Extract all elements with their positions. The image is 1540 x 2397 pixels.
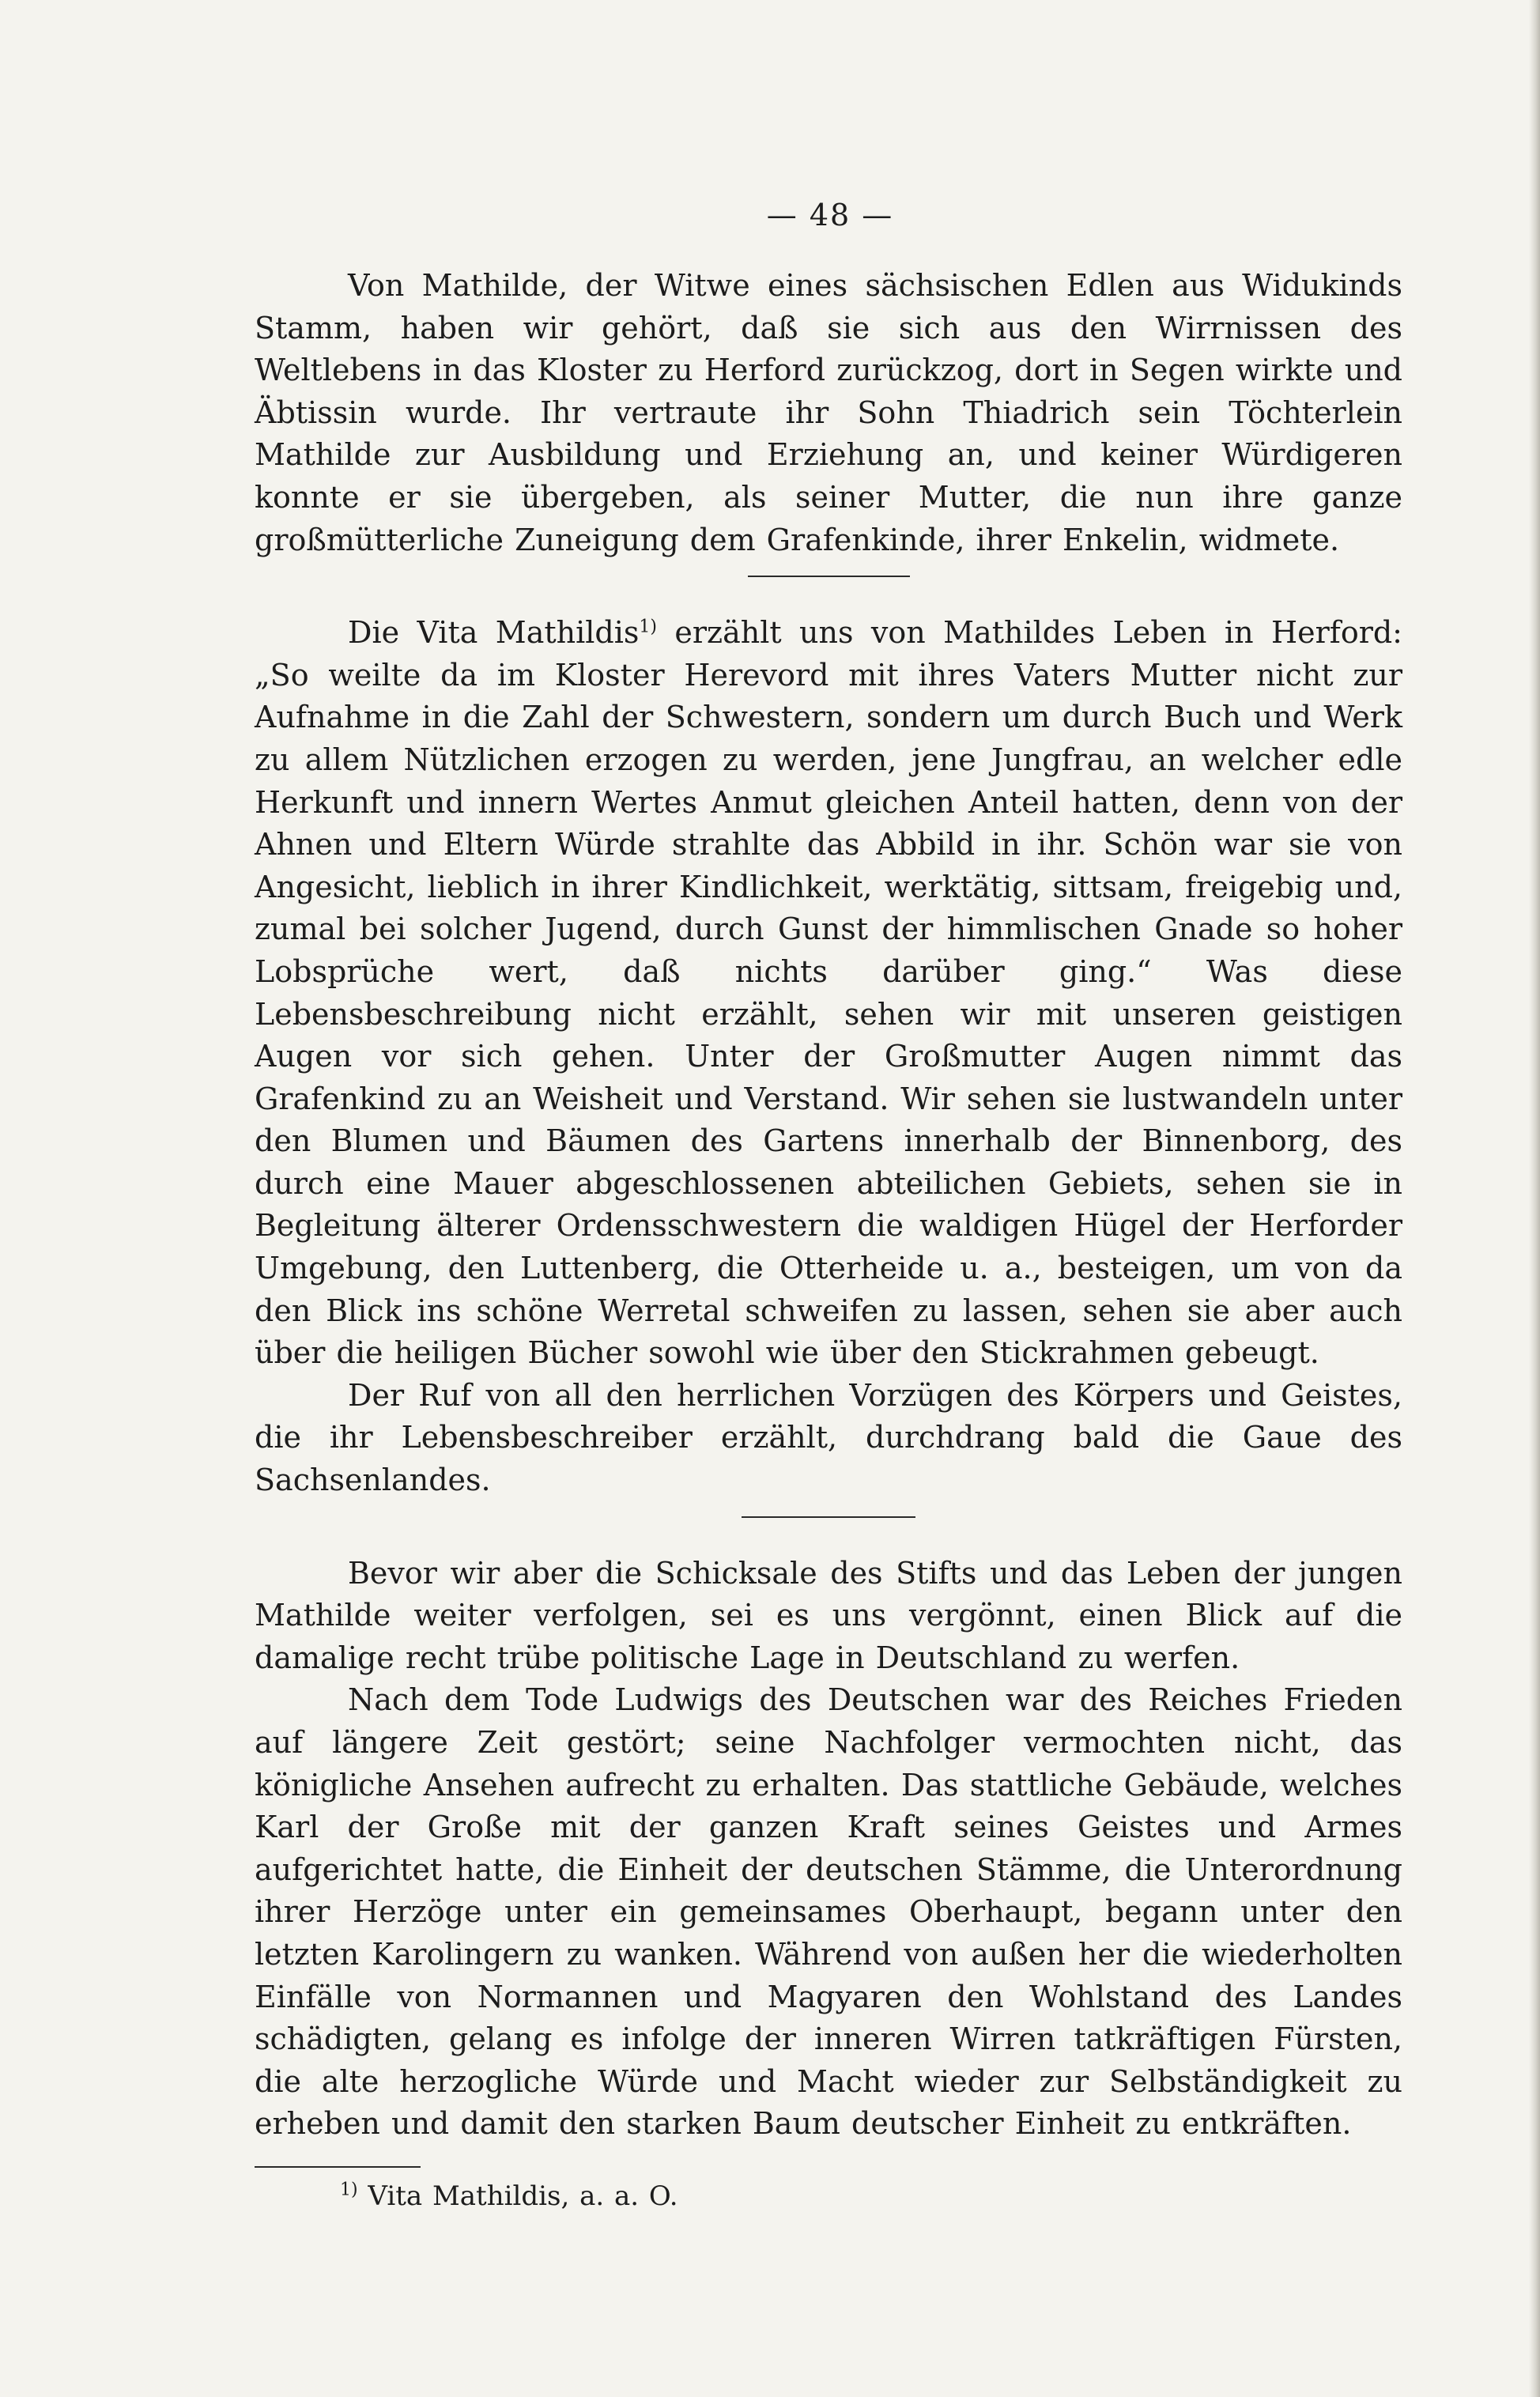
page-number: — 48 — bbox=[766, 198, 894, 232]
paragraph-tode-ludwigs: Nach dem Tode Ludwigs des Deutschen war des Reiches Frieden auf längere Zeit gestört; seine Nachfolger vermochten nicht, das königliche Ansehen aufrecht zu erhalten. Das stattliche Gebäude, welches Karl der Große mit der ganzen Kraft seines Geistes und Armes aufgerichtet hatte, die Einheit der deutschen Stämme, die Unterordnung ihrer Herzöge unter ein gemeinsames Oberhaupt, begann unter den letzten Karolingern zu wanken. Während von außen her die wiederholten Einfälle von Normannen und Magyaren den Wohlstand des Landes schädigten, gelang es infolge der inneren Wirren tatkräftigen Fürsten, die alte herzogliche Würde und Macht wieder zur Selbständigkeit zu erheben und damit den starken Baum deutscher Einheit zu entkräften. bbox=[255, 1682, 1402, 2142]
footnote-divider bbox=[255, 2166, 421, 2168]
footnote-reference: 1) bbox=[639, 617, 657, 637]
section-divider bbox=[748, 576, 910, 577]
footnote bbox=[255, 2179, 1402, 2214]
vita-title: Die Vita Mathildis bbox=[348, 615, 640, 651]
paragraph-mathilde-herford: Von Mathilde, der Witwe eines sächsischen Edlen aus Widukinds Stamm, haben wir gehört, daß sie sich aus den Wirrnissen des Weltlebens in das Kloster zu Herford zurückzog, dort in Segen wirkte und Äbtissin wurde. Ihr vertraute ihr Sohn Thiadrich sein Töchterlein Mathilde zur Ausbildung und Erziehung an, und keiner Würdigeren konnte er sie übergeben, als seiner Mutter, die nun ihre ganze großmütterliche Zuneigung dem Grafenkinde, ihrer Enkelin, widmete. bbox=[255, 268, 1402, 557]
footnote-text: Vita Mathildis, a. a. O. bbox=[357, 2180, 678, 2212]
body-text bbox=[255, 265, 1402, 2214]
section-divider bbox=[742, 1516, 915, 1518]
paragraph-ruf: Der Ruf von all den herrlichen Vorzügen des Körpers und Geistes, die ihr Lebensbeschreiber erzählt, durchdrang bald die Gaue des Sachsenlandes. bbox=[255, 1377, 1402, 1498]
page-edge bbox=[1529, 0, 1540, 2397]
paragraph-schicksale: Bevor wir aber die Schicksale des Stifts und das Leben der jungen Mathilde weiter verfolgen, sei es uns vergönnt, einen Blick auf die damalige recht trübe politische Lage in Deutschland zu werfen. bbox=[255, 1555, 1402, 1675]
paragraph-vita-mathildis bbox=[255, 612, 1402, 1375]
footnote-marker: 1) bbox=[340, 2180, 358, 2200]
vita-text: erzählt uns von Mathildes Leben in Herford: „So weilte da im Kloster Herevord mit ihres Vaters Mutter nicht zur Aufnahme in die Zahl der Schwestern, sondern um durch Buch und Werk zu allem Nützlichen erzogen zu werden, jene Jungfrau, an welcher edle Herkunft und innern Wertes Anmut gleichen Anteil hatten, denn von der Ahnen und Eltern Würde strahlte das Abbild in ihr. Schön war sie von Angesicht, lieblich in ihrer Kindlichkeit, werktätig, sittsam, freigebig und, zumal bei solcher Jugend, durch Gunst der himmlischen Gnade so hoher Lobsprüche wert, daß nichts darüber ging.“ Was diese Lebensbeschreibung nicht erzählt, sehen wir mit unseren geistigen Augen vor sich gehen. Unter der Großmutter Augen nimmt das Grafenkind zu an Weisheit und Verstand. Wir sehen sie lustwandeln unter den Blumen und Bäumen des Gartens innerhalb der Binnenborg, des durch eine Mauer abgeschlossenen abteilichen Gebiets, sehen sie in Begleitung älterer Ordensschwestern die waldigen Hügel der Herforder Umgebung, den Luttenberg, die Otterheide u. a., besteigen, um von da den Blick ins schöne Werretal schweifen zu lassen, sehen sie aber auch über die heiligen Bücher sowohl wie über den Stickrahmen gebeugt. bbox=[255, 615, 1402, 1371]
